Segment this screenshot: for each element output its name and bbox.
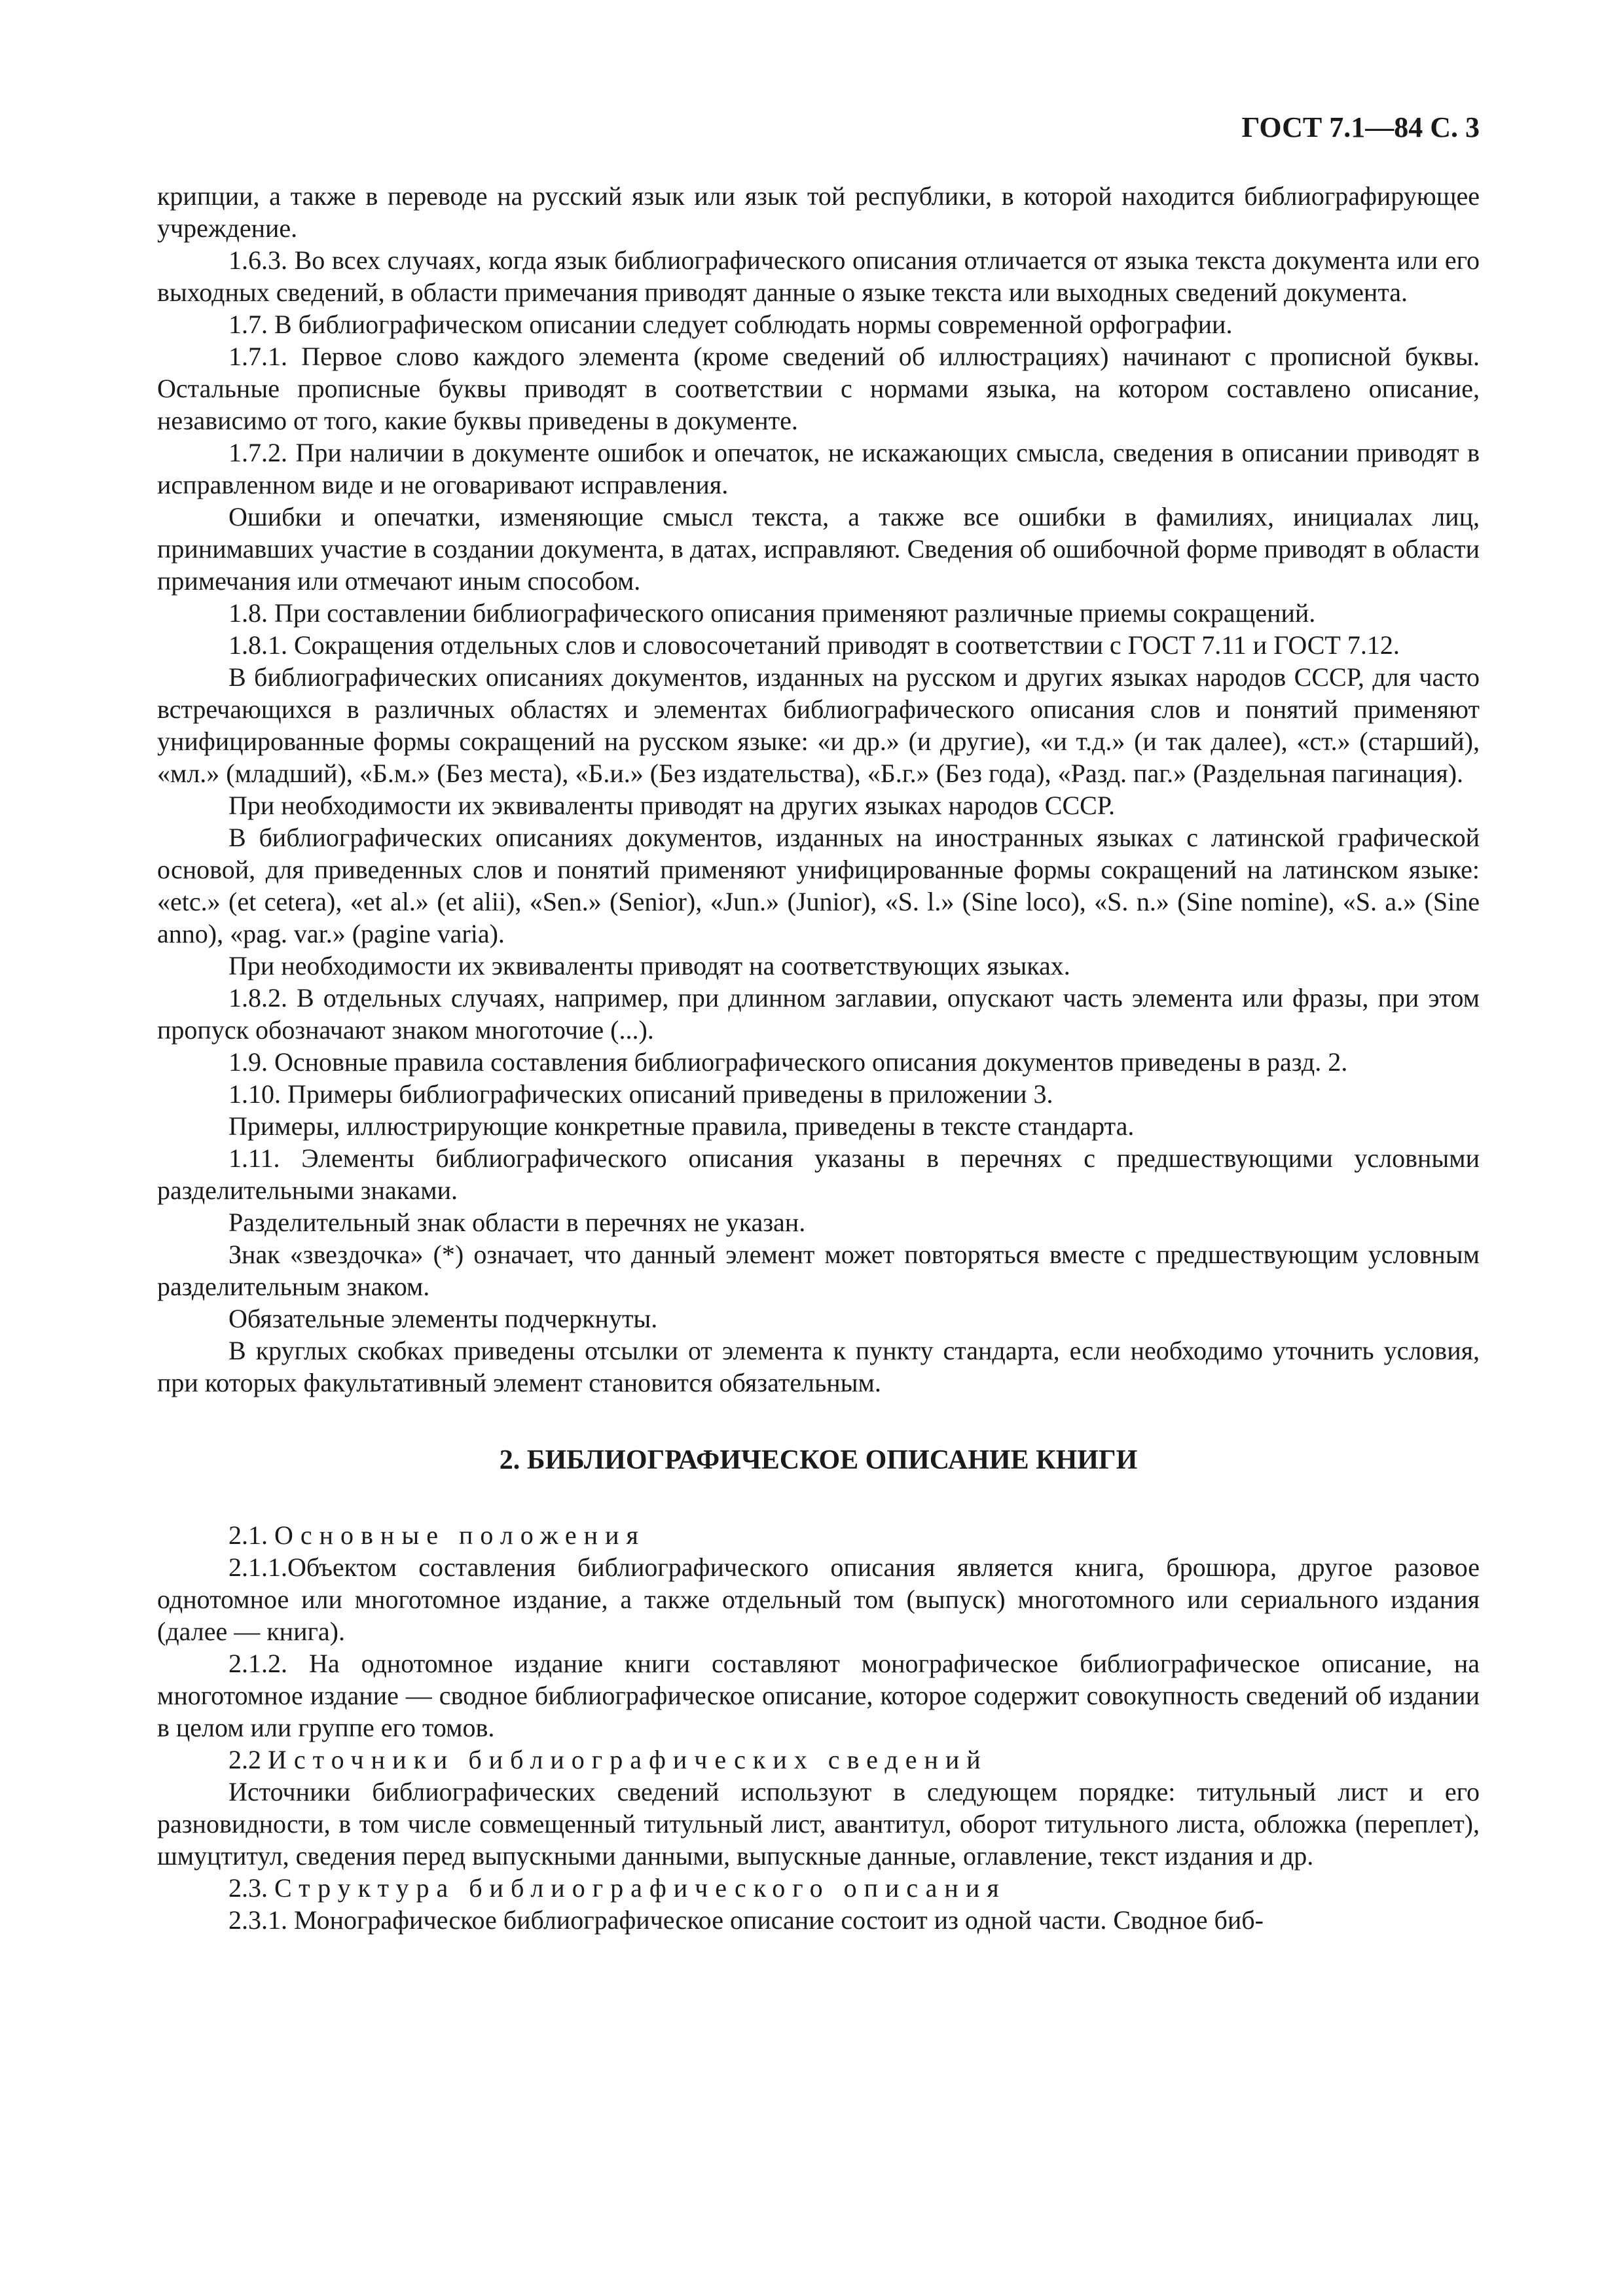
paragraph: 1.7. В библиографическом описании следует соблюдать нормы современной орфографии. <box>228 310 1233 339</box>
paragraph: Обязательные элементы подчеркнуты. <box>228 1304 658 1333</box>
paragraph: 2.3.1. Монографическое библиографическое описание состоит из одной части. Сводное биб- <box>228 1905 1264 1935</box>
subsection-heading <box>157 1519 1480 1551</box>
paragraph: 1.7.1. Первое слово каждого элемента (кроме сведений об иллюстрациях) начинают с прописной буквы. Остальные прописные буквы приводят в соответствии с нормами языка, на котором составлено описание, независимо от того, какие буквы приведены в документе. <box>157 342 1480 435</box>
paragraph: 2.1.2. На однотомное издание книги составляют монографическое библиографическое описание, на многотомное издание — сводное библиографическое описание, которое содержит совокупность сведений об издании в целом или группе его томов. <box>157 1649 1480 1742</box>
subsection-heading <box>157 1744 1480 1776</box>
paragraph: При необходимости их эквиваленты приводят на соответствующих языках. <box>228 951 1070 980</box>
paragraph: 1.7.2. При наличии в документе ошибок и опечаток, не искажающих смысла, сведения в описании приводят в исправленном виде и не оговаривают исправления. <box>157 438 1480 499</box>
subsection-heading <box>157 1872 1480 1904</box>
subsection-number: 2.1. <box>228 1520 268 1550</box>
paragraph: 1.10. Примеры библиографических описаний приведены в приложении 3. <box>228 1079 1053 1109</box>
paragraph: крипции, а также в переводе на русский язык или язык той республики, в которой находится библиографирующее учреждение. <box>157 181 1480 243</box>
paragraph: В круглых скобках приведены отсылки от элемента к пункту стандарта, если необходимо уточнить условия, при которых факультативный элемент становится обязательным. <box>157 1336 1480 1397</box>
paragraph: 1.11. Элементы библиографического описания указаны в перечнях с предшествующими условными разделительными знаками. <box>157 1143 1480 1205</box>
paragraph: В библиографических описаниях документов, изданных на русском и других языках народов СССР, для часто встречающихся в различных областях и элементах библиографического описания слов и понятий применяют унифицированные формы сокращений на русском языке: «и др.» (и другие), «и т.д.» (и так далее), «ст.» (старший), «мл.» (младший), «Б.м.» (Без места), «Б.и.» (Без издательства), «Б.г.» (Без года), «Разд. паг.» (Раздельная пагинация). <box>157 662 1480 788</box>
paragraph: 1.8. При составлении библиографического описания применяют различные приемы сокращений. <box>228 598 1316 628</box>
paragraph: Ошибки и опечатки, изменяющие смысл текста, а также все ошибки в фамилиях, инициалах лиц, принимавших участие в создании документа, в датах, исправляют. Сведения об ошибочной форме приводят в области примечания или отмечают иным способом. <box>157 502 1480 596</box>
page-header: ГОСТ 7.1—84 С. 3 <box>1241 111 1480 143</box>
paragraph: 1.8.2. В отдельных случаях, например, при длинном заглавии, опускают часть элемента или фразы, при этом пропуск обозначают знаком многоточие (...). <box>157 983 1480 1045</box>
paragraph: Источники библиографических сведений используют в следующем порядке: титульный лист и его разновидности, в том числе совмещенный титульный лист, авантитул, оборот титульного листа, обложка (переплет), шмуцтитул, сведения перед выпускными данными, выпускные данные, оглавление, текст издания и др. <box>157 1777 1480 1871</box>
paragraph: Примеры, иллюстрирующие конкретные правила, приведены в тексте стандарта. <box>228 1111 1135 1141</box>
subsection-title: Основные положения <box>274 1520 646 1550</box>
subsection-title: Структура библиографического описания <box>274 1873 1006 1903</box>
paragraph: 1.9. Основные правила составления библиографического описания документов приведены в разд. 2. <box>228 1047 1348 1077</box>
paragraph: 1.8.1. Сокращения отдельных слов и словосочетаний приводят в соответствии с ГОСТ 7.11 и ГОСТ 7.12. <box>228 630 1400 660</box>
subsection-number: 2.2 <box>228 1745 261 1774</box>
paragraph: 2.1.1.Объектом составления библиографического описания является книга, брошюра, другое разовое однотомное или многотомное издание, а также отдельный том (выпуск) многотомного или сериального издания (далее — книга). <box>157 1552 1480 1646</box>
paragraph: Знак «звездочка» (*) означает, что данный элемент может повторяться вместе с предшествующим условным разделительным знаком. <box>157 1240 1480 1301</box>
paragraph: При необходимости их эквиваленты приводят на других языках народов СССР. <box>228 791 1116 820</box>
paragraph: Разделительный знак области в перечнях не указан. <box>228 1208 806 1237</box>
subsection-title: Источники библиографических сведений <box>268 1745 988 1774</box>
document-page <box>157 111 1480 1936</box>
subsection-number: 2.3. <box>228 1873 268 1903</box>
paragraph: 1.6.3. Во всех случаях, когда язык библиографического описания отличается от языка текста документа или его выходных сведений, в области примечания приводят данные о языке текста или выходных сведений документа. <box>157 245 1480 307</box>
section-title: 2. БИБЛИОГРАФИЧЕСКОЕ ОПИСАНИЕ КНИГИ <box>499 1445 1138 1475</box>
paragraph: В библиографических описаниях документов, изданных на иностранных языках с латинской графической основой, для приведенных слов и понятий применяют унифицированные формы сокращений на латинском языке: «etc.» (et cetera), «et al.» (et alii), «Sen.» (Senior), «Jun.» (Junior), «S. l.» (Sine loco), «S. n.» (Sine nomine), «S. a.» (Sine anno), «pag. var.» (pagine varia). <box>157 823 1480 948</box>
